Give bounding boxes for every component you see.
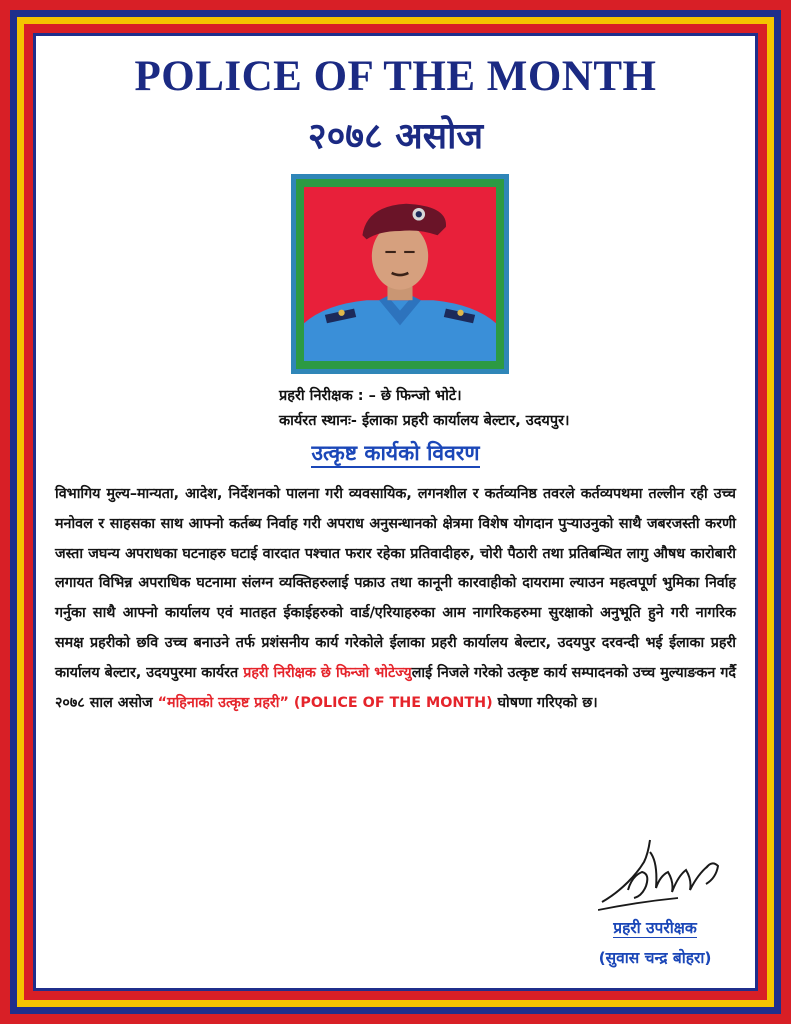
- citation-text-part1: विभागिय मुल्य–मान्यता, आदेश, निर्देशनको पालना गरी व्यवसायिक, लगनशील र कर्तव्यनिष्ठ तवरले कर्तव्यपथमा तल्लीन रही उच्च मनोवल र साहसका साथ आफ्नो कर्तब्य निर्वाह गरी अपराध अनुसन्धानको क्षेत्रमा विशेष योगदान पुर्‍याउनुको साथै जबरजस्ती करणी जस्ता जघन्य अपराधका घटनाहरु घटाई वारदात पश्चात फरार रहेका प्रतिवादीहरु, चोरी पैठारी तथा प्रतिबन्धित लागु औषध कारोबारी लगायत विभिन्न अपराधिक घटनामा संलग्न व्यक्तिहरुलाई पक्राउ तथा कानूनी कारवाहीको दायरामा ल्याउन महत्वपूर्ण भुमिका निर्वाह गर्नुका साथै आफ्नो कार्यालय एवं मातहत ईकाईहरुको वार्ड/एरियाहरुका आम नागरिकहरुमा सुरक्षाको अनुभूति हुने गरी नागरिक समक्ष प्रहरीको छवि उच्च बनाउने तर्फ प्रशंसनीय कार्य गरेकोले ईलाका प्रहरी कार्यालय बेल्टार, उदयपुर दरवन्दी भई ईलाका प्रहरी कार्यालय बेल्टार, उदयपुरमा कार्यरत: [55, 486, 736, 681]
- award-title-highlight: “महिनाको उत्कृष्ट प्रहरी” (POLICE OF THE MONTH): [157, 694, 493, 711]
- page-title: POLICE OF THE MONTH: [134, 53, 657, 100]
- section-heading-text: उत्कृष्ट कार्यको विवरण: [311, 441, 479, 468]
- officer-photo: [304, 187, 496, 361]
- handwritten-signature: [598, 832, 738, 922]
- citation-paragraph: [55, 480, 736, 718]
- officer-photo-inner-border: [296, 179, 504, 369]
- citation-text-part3: घोषणा गरिएको छ।: [492, 694, 598, 711]
- signatory-title: [580, 916, 730, 938]
- page-subtitle-date: २०७८ असोज: [307, 116, 484, 157]
- section-heading: [0, 439, 791, 467]
- officer-name-highlight: प्रहरी निरीक्षक छे फिन्जो भोटेज्यु: [243, 664, 412, 681]
- signatory-title-text: प्रहरी उपरीक्षक: [613, 919, 697, 937]
- citation-text-part2: लाई निजले गरेको उत्कृष्ट कार्य सम्पादनको उच्च मुल्याङकन गर्दै २०७८ साल असोज: [55, 664, 736, 711]
- officer-posting-location: कार्यरत स्थानः- ईलाका प्रहरी कार्यालय बेल्टार, उदयपुर।: [279, 413, 570, 429]
- signatory-name: (सुवास चन्द्र बोहरा): [598, 949, 712, 967]
- officer-rank-name: प्रहरी निरीक्षक : – छे फिन्जो भोटे।: [279, 388, 462, 404]
- officer-photo-frame: [291, 174, 509, 374]
